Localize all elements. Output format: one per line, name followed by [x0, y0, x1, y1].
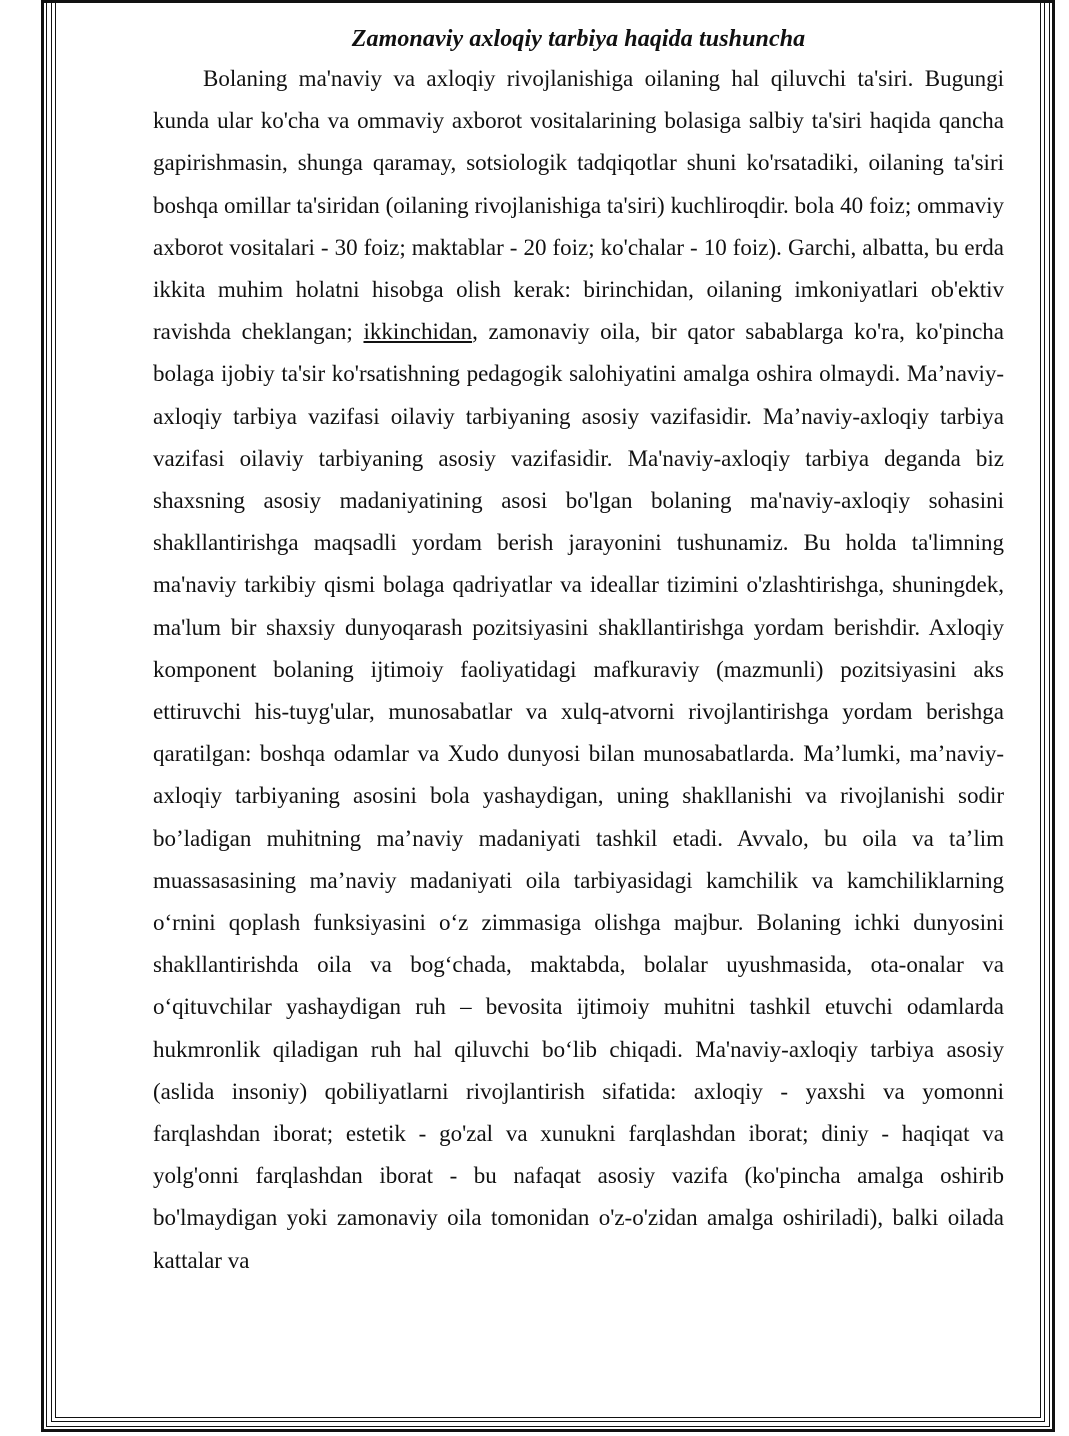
- paragraph-text-part1: Bolaning ma'naviy va axloqiy rivojlanishiga oilaning hal qiluvchi ta'siri. Bugungi kunda ular ko'cha va ommaviy axborot vositalarining bolasiga salbiy ta'siri haqida qancha gapirishmasin, shunga qaramay, sotsiologik tadqiqotlar shuni ko'rsatadiki, oilaning ta'siri boshqa omillar ta'siridan (oilaning rivojlanishiga ta'siri) kuchliroqdir. bola 40 foiz; ommaviy axborot vositalari - 30 foiz; maktablar - 20 foiz; ko'chalar - 10 foiz). Garchi, albatta, bu erda ikkita muhim holatni hisobga olish kerak: birinchidan, oilaning imkoniyatlari ob'ektiv ravishda cheklangan;: [153, 66, 1004, 345]
- document-title: Zamonaviy axloqiy tarbiya haqida tushuncha: [351, 26, 806, 52]
- underlined-word: ikkinchidan: [363, 319, 473, 345]
- paragraph-text-part2: , zamonaviy oila, bir qator sabablarga ko'ra, ko'pincha bolaga ijobiy ta'sir ko'rsatishning pedagogik salohiyatini amalga oshira olmaydi. Ma’naviy-axloqiy tarbiya vazifasi oilaviy tarbiyaning asosiy vazifasidir. Ma’naviy-axloqiy tarbiya vazifasi oilaviy tarbiyaning asosiy vazifasidir. Ma'naviy-axloqiy tarbiya deganda biz shaxsning asosiy madaniyatining asosi bo'lgan bolaning ma'naviy-axloqiy sohasini shakllantirishga maqsadli yordam berish jarayonini tushunamiz. Bu holda ta'limning ma'naviy tarkibiy qismi bolaga qadriyatlar va ideallar tizimini o'zlashtirishga, shuningdek, ma'lum bir shaxsiy dunyoqarash pozitsiyasini shakllantirishga yordam berishdir. Axloqiy komponent bolaning ijtimoiy faoliyatidagi mafkuraviy (mazmunli) pozitsiyasini aks ettiruvchi his-tuyg'ular, munosabatlar va xulq-atvorni rivojlantirishga yordam berishga qaratilgan: boshqa odamlar va Xudo dunyosi bilan munosabatlarda. Ma’lumki, ma’naviy-axloqiy tarbiyaning asosini bola yashaydigan, uning shakllanishi va rivojlanishi sodir bo’ladigan muhitning ma’naviy madaniyati tashkil etadi. Avvalo, bu oila va ta’lim muassasasining ma’naviy madaniyati oila tarbiyasidagi kamchilik va kamchiliklarning o‘rnini qoplash funksiyasini o‘z zimmasiga olishga majbur. Bolaning ichki dunyosini shakllantirishda oila va bog‘chada, maktabda, bolalar uyushmasida, ota-onalar va o‘qituvchilar yashaydigan ruh – bevosita ijtimoiy muhitni tashkil etuvchi odamlarda hukmronlik qiladigan ruh hal qiluvchi bo‘lib chiqadi. Ma'naviy-axloqiy tarbiya asosiy (aslida insoniy) qobiliyatlarni rivojlantirish sifatida: axloqiy - yaxshi va yomonni farqlashdan iborat; estetik - go'zal va xunukni farqlashdan iborat; diniy - haqiqat va yolg'onni farqlashdan iborat - bu nafaqat asosiy vazifa (ko'pincha amalga oshirib bo'lmaydigan yoki zamonaviy oila tomonidan o'z-o'zidan amalga oshiriladi), balki oilada kattalar va: [153, 319, 1004, 1273]
- body-paragraph: [153, 58, 1004, 1282]
- page-content: [153, 20, 1004, 1282]
